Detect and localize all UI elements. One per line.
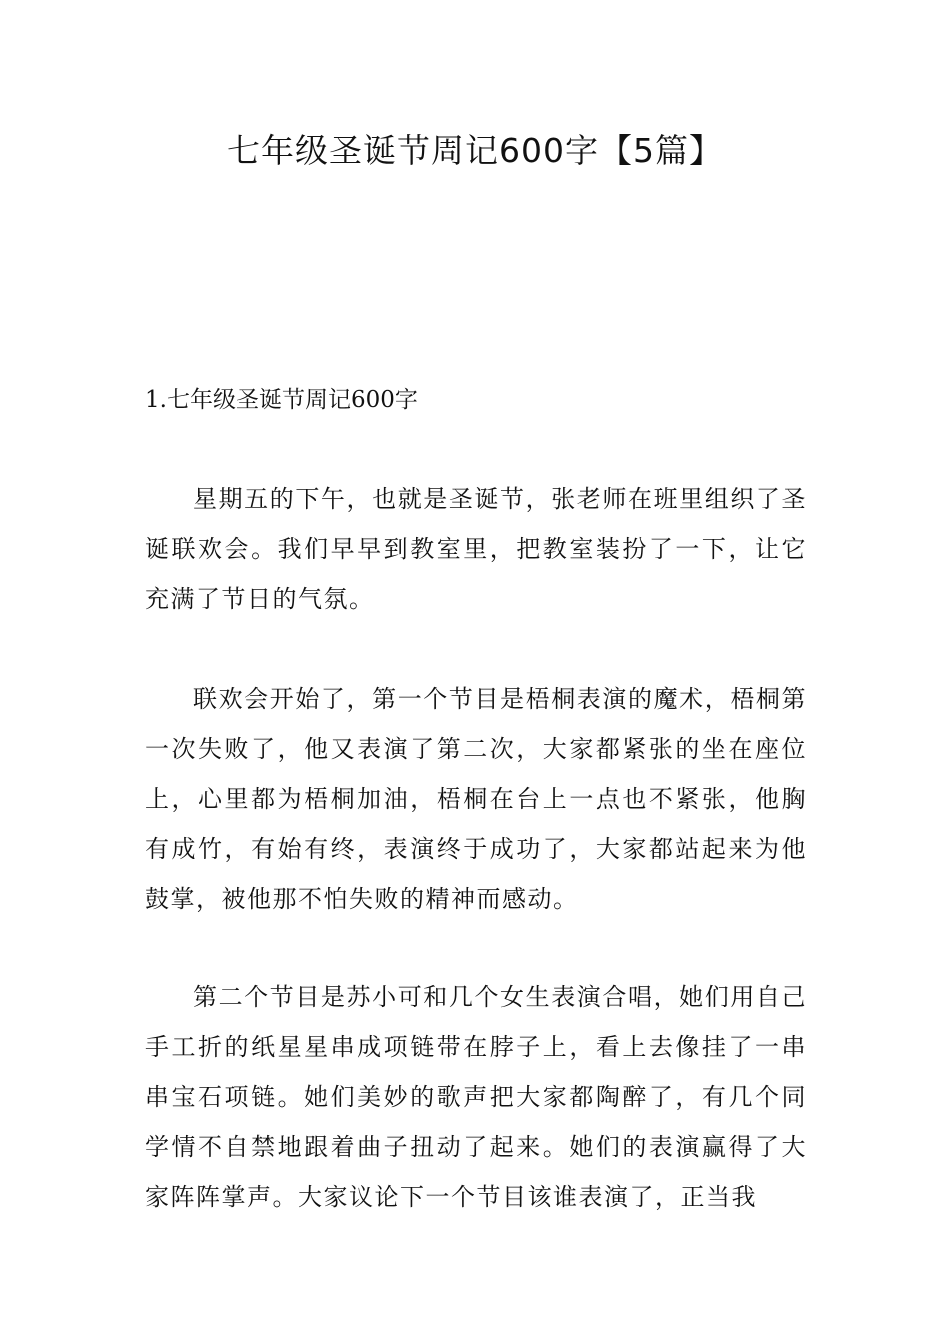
paragraph-2: 联欢会开始了，第一个节目是梧桐表演的魔术，梧桐第一次失败了，他又表演了第二次，大家都紧张的坐在座位上，心里都为梧桐加油，梧桐在台上一点也不紧张，他胸有成竹，有始有终，表演终于成功了，大家都站起来为他鼓掌，被他那不怕失败的精神而感动。 [145,685,807,913]
paragraph-3: 第二个节目是苏小可和几个女生表演合唱，她们用自己手工折的纸星星串成项链带在脖子上，看上去像挂了一串串宝石项链。她们美妙的歌声把大家都陶醉了，有几个同学情不自禁地跟着曲子扭动了起来。她们的表演赢得了大家阵阵掌声。大家议论下一个节目该谁表演了，正当我 [145,983,807,1211]
paragraph-1: 星期五的下午，也就是圣诞节，张老师在班里组织了圣诞联欢会。我们早早到教室里，把教室装扮了一下，让它充满了节日的气氛。 [145,485,807,613]
document-title: 七年级圣诞节周记600字【5篇】 [227,131,723,170]
section-heading: 1.七年级圣诞节周记600字 [145,387,418,413]
